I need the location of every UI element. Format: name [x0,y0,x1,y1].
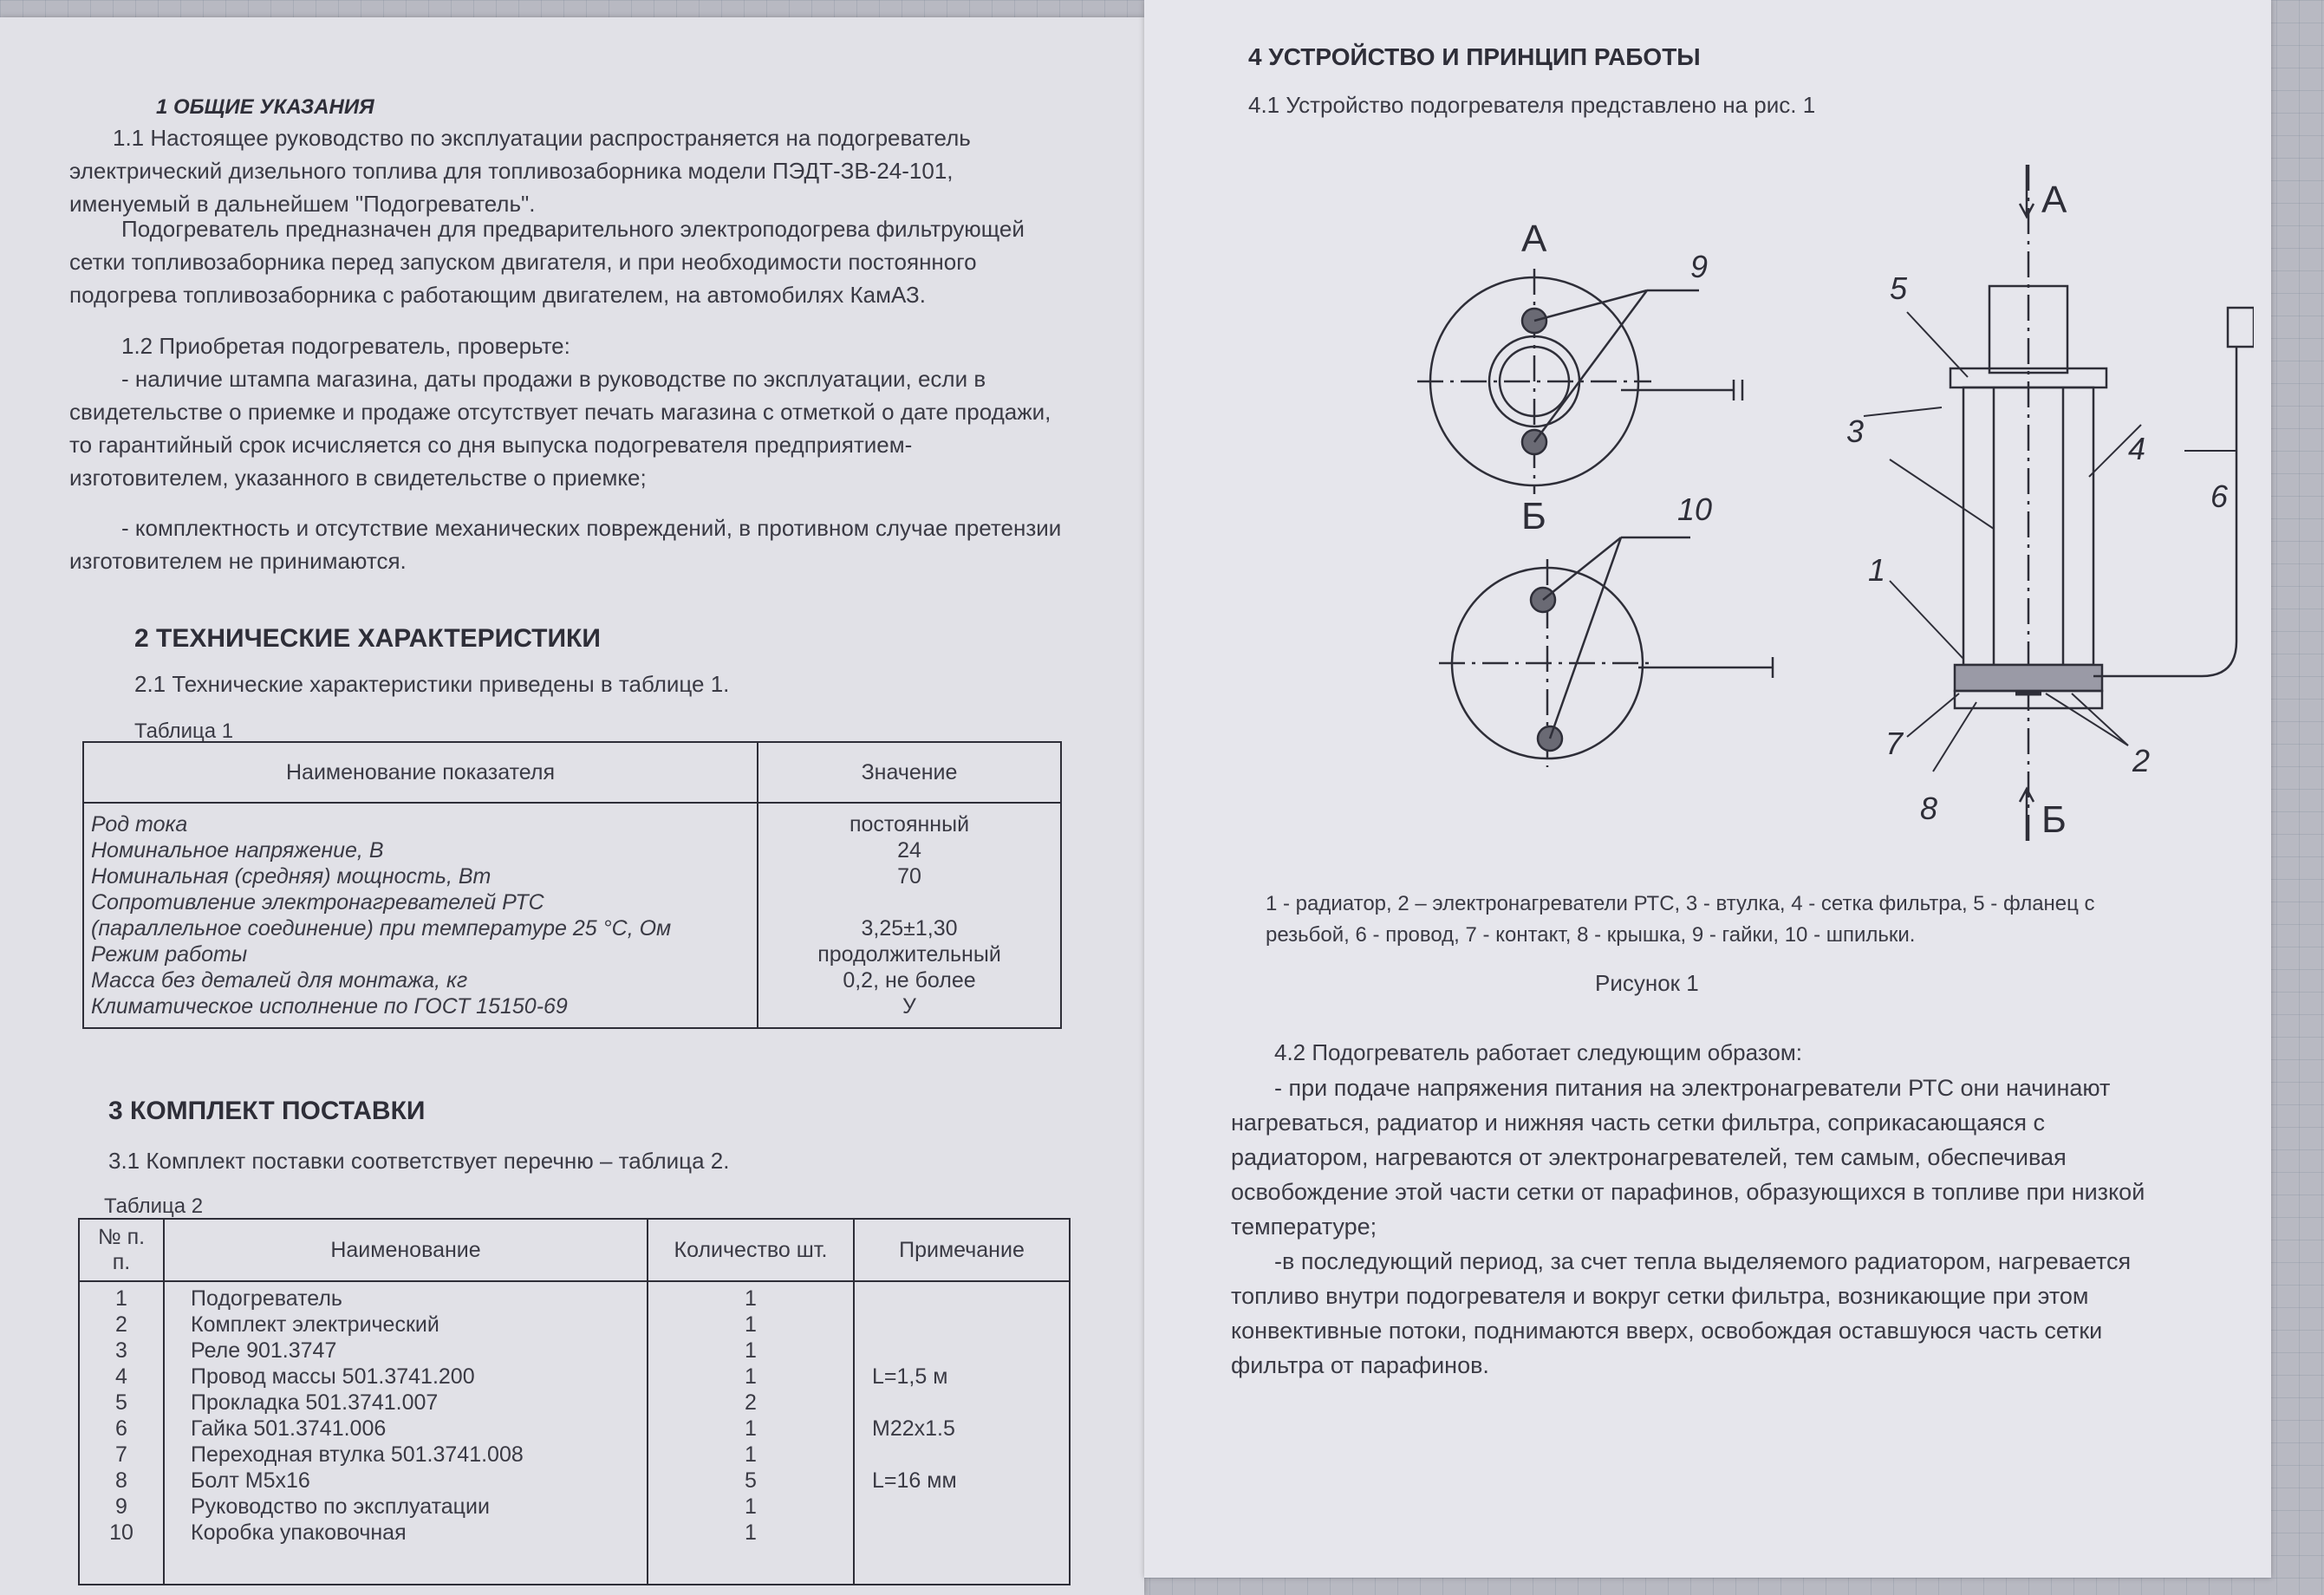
right-page [1144,0,2271,1578]
view-b-label: Б [1521,495,1546,537]
table-2-name: Прокладка 501.3741.007 [191,1390,439,1415]
callout-3: 3 [1846,413,1865,449]
table-2-qty: 1 [745,1520,757,1545]
table-2-note-cell [854,1281,1070,1585]
heater-section-drawing [1950,165,2254,841]
table-2-note: L=16 мм [872,1468,957,1493]
table-1-value: продолжительный [817,942,1001,967]
table-2-note [872,1494,1062,1520]
section-1-title: 1 ОБЩИЕ УКАЗАНИЯ [156,95,374,119]
table-2-num: 1 [115,1286,127,1311]
table-2-qty: 2 [745,1390,757,1415]
section-4-paragraph-1: 4.1 Устройство подогревателя представлено на рис. 1 [1248,92,1816,118]
section-4-paragraph-4: -в последующий период, за счет тепла выделяемого радиатором, нагревается топливо внутри подогревателя и вокруг сетки фильтра, возникающие при этом конвективные потоки, поднимаются вверх, освобождая оставшуюся часть сетки фильтра от парафинов. [1231,1248,2132,1378]
table-1 [82,741,1062,1029]
figure-1-caption: Рисунок 1 [1595,970,1699,996]
table-2-num: 8 [115,1468,127,1493]
section-1-paragraph-2: Подогреватель предназначен для предварительного электроподогрева фильтрующей сетки топливозаборника перед запуском двигателя, и при необходимости постоянного подогрева топливозаборника с работающим двигателем, на автомобилях КамАЗ. [69,216,1025,308]
table-2-name: Руководство по эксплуатации [191,1494,490,1519]
table-2-note [872,1338,1062,1364]
table-2-qty-cell [648,1281,854,1585]
table-1-name: Род тока [91,812,188,837]
section-3-title: 3 КОМПЛЕКТ ПОСТАВКИ [108,1097,426,1125]
table-2-name: Провод массы 501.3741.200 [191,1364,475,1389]
section-4-paragraph-3: - при подаче напряжения питания на электронагреватели РТС они начинают нагреваться, радиатор и нижняя часть сетки фильтра, соприкасающаяся с радиатором, нагреваются от электронагревателей, тем самым, обеспечивая освобождение этой части сетки от парафинов, образующихся в топливе при низкой температуре; [1231,1075,2145,1240]
view-a-label: А [1521,218,1547,260]
callout-5: 5 [1890,270,1908,306]
table-2-note [872,1520,1062,1546]
table-2-qty: 1 [745,1338,757,1363]
callout-4: 4 [2128,431,2146,466]
table-1-value: постоянный [849,812,970,837]
table-2-name: Болт М5х16 [191,1468,310,1493]
table-2-header-qty: Количество шт. [648,1219,854,1281]
table-2-header-name: Наименование [164,1219,648,1281]
table-2-num: 5 [115,1390,127,1415]
table-2-header-num: № п. п. [79,1219,164,1281]
section-2-paragraph-1: 2.1 Технические характеристики приведены в таблице 1. [134,671,730,697]
table-2-note [872,1312,1062,1338]
callout-9: 9 [1690,249,1709,284]
table-1-names-cell [83,803,758,1028]
view-b-arrow [2020,789,2034,841]
table-2-num: 4 [115,1364,127,1389]
table-1-value: У [902,994,916,1019]
table-1-header-name: Наименование показателя [83,742,758,803]
callout-7: 7 [1885,726,1904,761]
table-2-name: Подогреватель [191,1286,342,1311]
table-1-value: 24 [897,838,921,863]
section-1-paragraph-3: 1.2 Приобретая подогреватель, проверьте: [121,333,570,359]
table-2-name: Коробка упаковочная [191,1520,407,1545]
section-1-paragraph-5: - комплектность и отсутствие механических повреждений, в противном случае претензии изготовителем не принимаются. [69,515,1062,574]
table-2-note [872,1286,1062,1312]
table-2-num: 3 [115,1338,127,1363]
table-1-name: Режим работы [91,942,248,967]
callout-1: 1 [1868,552,1886,588]
table-1-name: Сопротивление электронагревателей РТС (параллельное соединение) при температуре 25 °С, Ом [91,890,672,941]
table-2-header-note: Примечание [854,1219,1070,1281]
table-1-header-value: Значение [758,742,1061,803]
section-3-paragraph-1: 3.1 Комплект поставки соответствует перечню – таблица 2. [108,1148,730,1174]
table-1-name: Климатическое исполнение по ГОСТ 15150-69 [91,994,568,1019]
table-2-note [872,1442,1062,1468]
table-2-num: 2 [115,1312,127,1337]
table-2-num: 6 [115,1416,127,1441]
table-2-name: Реле 901.3747 [191,1338,337,1363]
figure-1-drawing [1335,147,2254,893]
table-2-name: Переходная втулка 501.3741.008 [191,1442,524,1467]
callout-8: 8 [1920,791,1938,826]
section-4-title: 4 УСТРОЙСТВО И ПРИНЦИП РАБОТЫ [1248,43,1701,70]
table-2-note [872,1390,1062,1416]
table-2-name: Комплект электрический [191,1312,439,1337]
section-1-paragraph-4: - наличие штампа магазина, даты продажи в руководстве по эксплуатации, если в свидетельстве о приемке и продаже отсутствует печать магазина с отметкой о дате продажи, то гарантийный срок исчисляется со дня выпуска подогревателя предприятием-изготовителем, указанного в свидетельстве о приемке; [69,366,1051,491]
table-2-num: 7 [115,1442,127,1467]
view-a-drawing [1417,269,1742,494]
table-2-name-cell [164,1281,648,1585]
table-2-num-cell [79,1281,164,1585]
table-2-note: М22х1.5 [872,1416,955,1441]
table-2-qty: 1 [745,1416,757,1441]
section-2-title: 2 ТЕХНИЧЕСКИЕ ХАРАКТЕРИСТИКИ [134,624,601,653]
table-2-note: L=1,5 м [872,1364,948,1389]
table-2-num: 10 [109,1520,133,1545]
table-2-qty: 1 [745,1364,757,1389]
callout-10: 10 [1677,492,1713,527]
table-2-qty: 1 [745,1312,757,1337]
table-1-value: 0,2, не более [843,968,976,993]
figure-1-legend: 1 - радиатор, 2 – электронагреватели РТС, 3 - втулка, 4 - сетка фильтра, 5 - фланец с резьбой, 6 - провод, 7 - контакт, 8 - крышка, 9 - гайки, 10 - шпильки. [1266,892,2095,947]
table-1-value: 70 [897,864,921,889]
table-1-values-cell [758,803,1061,1028]
left-page [0,17,1144,1595]
table-2-qty: 1 [745,1286,757,1311]
table-2-qty: 1 [745,1494,757,1519]
table-2-name: Гайка 501.3741.006 [191,1416,387,1441]
view-a-arrow [2020,165,2034,217]
table-2-num: 9 [115,1494,127,1519]
table-2-qty: 1 [745,1442,757,1467]
table-1-name: Масса без деталей для монтажа, кг [91,968,468,993]
table-2 [78,1218,1071,1585]
table-2-qty: 5 [745,1468,757,1493]
callout-6: 6 [2210,478,2229,514]
section-1-paragraph-1: 1.1 Настоящее руководство по эксплуатации распространяется на подогреватель электрический дизельного топлива для топливозаборника модели ПЭДТ-ЗВ-24-101, именуемый в дальнейшем "Подогреватель". [69,125,971,217]
section-4-paragraph-2: 4.2 Подогреватель работает следующим образом: [1274,1039,1802,1065]
arrow-a-label: А [2041,179,2067,221]
table-1-name: Номинальное напряжение, В [91,838,384,863]
view-b-drawing [1439,537,1773,767]
table-1-name: Номинальная (средняя) мощность, Вт [91,864,491,889]
table-2-caption: Таблица 2 [104,1195,204,1218]
table-1-value: 3,25±1,30 [861,916,958,941]
callout-2: 2 [2132,743,2151,778]
arrow-b-label: Б [2041,798,2067,841]
table-1-caption: Таблица 1 [134,719,234,743]
